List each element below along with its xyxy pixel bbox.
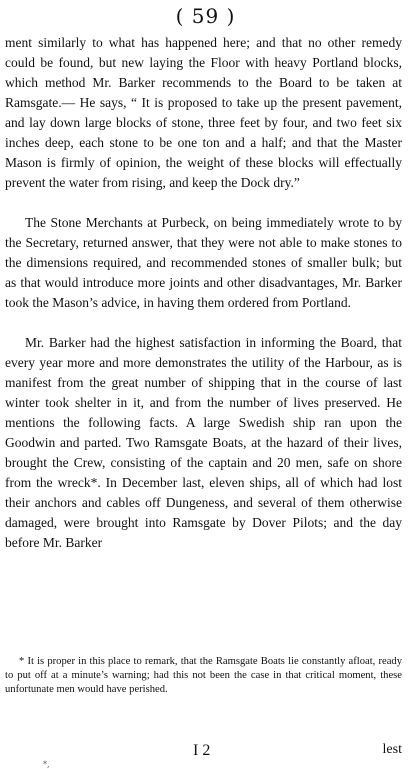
margin-mark: *,: [43, 760, 50, 769]
paragraph-1: ment similarly to what has happened here; and that no other remedy could be found, but new laying the Floor with heavy Portland blocks, which method Mr. Barker recommends to the Board to be taken at Ramsgate.— He says, “ It is proposed to take up the present pavement, and lay down large blocks of stone, three feet by four, and two feet six inches deep, each stone to be one ton and a half; and that the Master Mason is firmly of opinion, the weight of these blocks will effectually prevent the water from rising, and keep the Dock dry.”: [5, 35, 402, 190]
page-number: ( 59 ): [175, 4, 236, 28]
body-text: [5, 33, 402, 553]
paragraph-3: Mr. Barker had the highest satisfaction in informing the Board, that every year more and more demonstrates the utility of the Harbour, as is manifest from the great number of shipping that in the course of last winter took shelter in it, and from the number of lives preserved. He mentions the following facts. A large Swedish ship ran upon the Goodwin and parted. Two Ramsgate Boats, at the hazard of their lives, brought the Crew, consisting of the captain and 20 men, safe on shore from the wreck*. In December last, eleven ships, all of which had lost their anchors and cables off Dungeness, and several of them otherwise damaged, were brought into Ramsgate by Dover Pilots; and the day before Mr. Barker: [5, 335, 402, 550]
paragraph-2: The Stone Merchants at Purbeck, on being immediately wrote to by the Secretary, returned answer, that they were not able to make stones to the dimensions required, and recommended stones of smaller bulk; but as that would introduce more joints and other disadvantages, Mr. Barker took the Mason’s advice, in having them ordered from Portland.: [5, 215, 402, 310]
catchword: lest: [382, 742, 402, 757]
signature-mark: I 2: [193, 742, 211, 759]
footnote: * It is proper in this place to remark, that the Ramsgate Boats lie constantly afloat, ready to put off at a minute’s warning; had this not been the case in that critical moment, these unfortunate men would have perished.: [5, 656, 402, 695]
